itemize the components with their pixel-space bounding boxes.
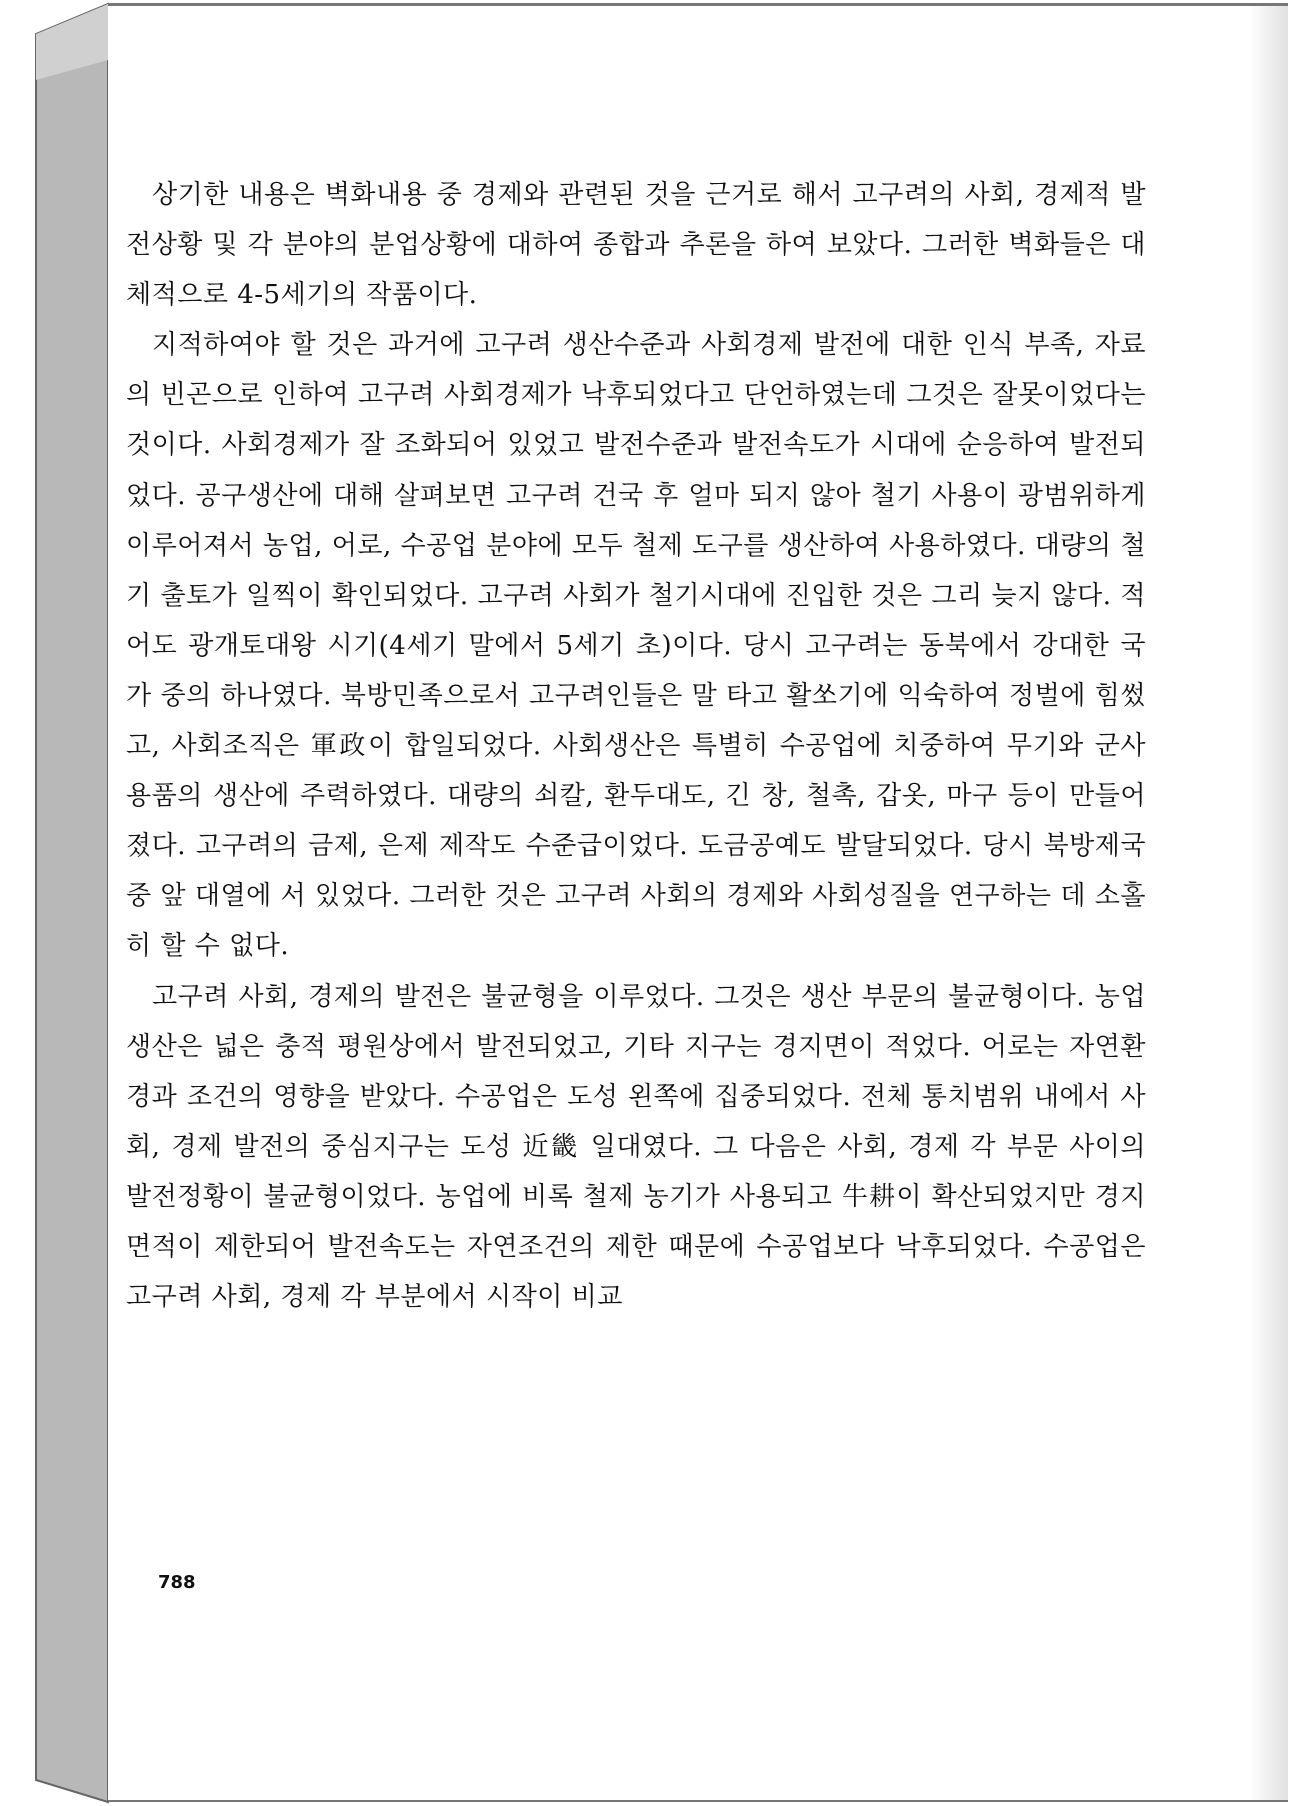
paragraph-3: 고구려 사회, 경제의 발전은 불균형을 이루었다. 그것은 생산 부문의 불균형이다. 농업생산은 넓은 충적 평원상에서 발전되었고, 기타 지구는 경지면이 적었다. 어로는 자연환경과 조건의 영향을 받았다. 수공업은 도성 왼쪽에 집중되었다. 전체 통치범위 내에서 사회, 경제 발전의 중심지구는 도성 近畿 일대였다. 그 다음은 사회, 경제 각 부문 사이의 발전정황이 불균형이었다. 농업에 비록 철제 농기가 사용되고 牛耕이 확산되었지만 경지면적이 제한되어 발전속도는 자연조건의 제한 때문에 수공업보다 낙후되었다. 수공업은 고구려 사회, 경제 각 부분에서 시작이 비교	[126, 981, 1146, 1313]
body-text	[126, 170, 1146, 1322]
page-number: 788	[158, 1572, 196, 1593]
page-edge-shadow	[1248, 6, 1288, 1800]
paragraph-2: 지적하여야 할 것은 과거에 고구려 생산수준과 사회경제 발전에 대한 인식 부족, 자료의 빈곤으로 인하여 고구려 사회경제가 낙후되었다고 단언하였는데 그것은 잘못이었다는 것이다. 사회경제가 잘 조화되어 있었고 발전수준과 발전속도가 시대에 순응하여 발전되었다. 공구생산에 대해 살펴보면 고구려 건국 후 얼마 되지 않아 철기 사용이 광범위하게 이루어져서 농업, 어로, 수공업 분야에 모두 철제 도구를 생산하여 사용하였다. 대량의 철기 출토가 일찍이 확인되었다. 고구려 사회가 철기시대에 진입한 것은 그리 늦지 않다. 적어도 광개토대왕 시기(4세기 말에서 5세기 초)이다. 당시 고구려는 동북에서 강대한 국가 중의 하나였다. 북방민족으로서 고구려인들은 말 타고 활쏘기에 익숙하여 정벌에 힘썼고, 사회조직은 軍政이 합일되었다. 사회생산은 특별히 수공업에 치중하여 무기와 군사용품의 생산에 주력하였다. 대량의 쇠칼, 환두대도, 긴 창, 철촉, 갑옷, 마구 등이 만들어졌다. 고구려의 금제, 은제 제작도 수준급이었다. 도금공예도 발달되었다. 당시 북방제국 중 앞 대열에 서 있었다. 그러한 것은 고구려 사회의 경제와 사회성질을 연구하는 데 소홀히 할 수 없다.	[126, 330, 1146, 962]
paragraph-1: 상기한 내용은 벽화내용 중 경제와 관련된 것을 근거로 해서 고구려의 사회, 경제적 발전상황 및 각 분야의 분업상황에 대하여 종합과 추론을 하여 보았다. 그러한 벽화들은 대체적으로 4-5세기의 작품이다.	[126, 180, 1146, 311]
